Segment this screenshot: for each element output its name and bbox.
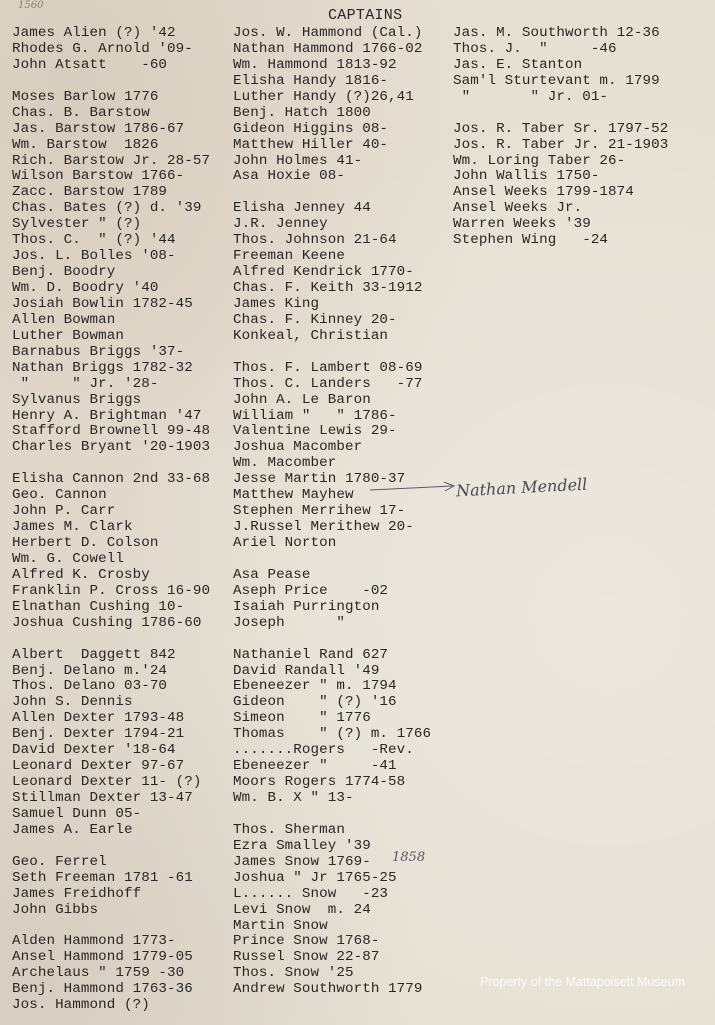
captain-entry: Jas. E. Stanton (453, 56, 583, 73)
captain-entry: John Wallis 1750- (453, 168, 600, 185)
captain-entry: Stephen Merrihew 17- (233, 503, 406, 520)
captain-entry: J.Russel Merithew 20- (233, 519, 414, 536)
captain-entry: Thos. Snow '25 (233, 965, 354, 982)
captain-entry: Joseph " (233, 614, 345, 631)
captain-entry: Elnathan Cushing 10- (12, 598, 185, 615)
captain-entry: Zacc. Barstow 1789 (12, 184, 168, 201)
captain-entry: Thomas " (?) m. 1766 (233, 726, 432, 743)
captain-entry: Archelaus " 1759 -30 (12, 965, 185, 982)
captain-entry: Chas. F. Kinney 20- (233, 311, 397, 328)
captain-entry: .......Rogers -Rev. (233, 742, 414, 759)
captain-entry: John S. Dennis (12, 694, 133, 711)
captain-entry: Benj. Boodry (12, 264, 116, 281)
captain-entry: John Gibbs (12, 901, 99, 918)
captain-entry: Wm. G. Cowell (12, 550, 124, 567)
captain-entry: Wm. D. Boodry '40 (12, 280, 159, 296)
captain-entry: Elisha Jenney 44 (233, 200, 371, 217)
captain-entry: Simeon " 1776 (233, 710, 371, 727)
captain-entry: Leonard Dexter 97-67 (12, 758, 185, 775)
captain-entry: Chas. Bates (?) d. '39 (12, 200, 202, 217)
captain-entry: Sam'l Sturtevant m. 1799 (453, 72, 660, 89)
captain-entry: Rhodes G. Arnold '09- (12, 40, 193, 57)
blank-line (233, 345, 431, 361)
captain-entry: Wm. Barstow 1826 (12, 136, 159, 153)
captain-entry: Jos. R. Taber Sr. 1797-52 (453, 120, 669, 137)
blank-line (12, 919, 210, 935)
captain-entry: Herbert D. Colson (12, 535, 159, 551)
captain-entry: John Atsatt -60 (12, 56, 168, 73)
captain-entry: Wilson Barstow 1766- (12, 168, 185, 185)
captain-entry: J.R. Jenney (233, 216, 328, 233)
captain-entry: Gideon " (?) '16 (233, 694, 397, 711)
captain-entry: Luther Handy (?)26,41 (233, 88, 414, 105)
captain-entry: Elisha Cannon 2nd 33-68 (12, 471, 211, 488)
captain-entry: John Holmes 41- (233, 152, 363, 169)
page-title: CAPTAINS (328, 7, 403, 24)
captain-entry: Thos. Johnson 21-64 (233, 232, 397, 249)
captain-entry: David Dexter '18-64 (12, 742, 176, 759)
captain-entry: Ansel Hammond 1779-05 (12, 949, 193, 966)
captain-entry: Seth Freeman 1781 -61 (12, 869, 193, 886)
captain-entry: Valentine Lewis 29- (233, 423, 397, 440)
captain-entry: Chas. F. Keith 33-1912 (233, 280, 423, 296)
captain-entry: Henry A. Brightman '47 (12, 407, 202, 424)
captain-entry: Thos. C. Landers -77 (233, 375, 423, 392)
captain-entry: Nathan Hammond 1766-02 (233, 40, 423, 57)
captain-entry: Konkeal, Christian (233, 327, 389, 344)
captain-entry: Jesse Martin 1780-37 (233, 471, 406, 488)
captain-entry: Ariel Norton (233, 535, 337, 551)
captain-entry: Jos. R. Taber Jr. 21-1903 (453, 136, 669, 153)
captain-entry: Wm. Loring Taber 26- (453, 152, 626, 169)
captain-entry: Franklin P. Cross 16-90 (12, 582, 211, 599)
captain-entry: Andrew Southworth 1779 (233, 981, 423, 998)
captain-entry: William " " 1786- (233, 407, 397, 424)
captain-entry: Russel Snow 22-87 (233, 949, 380, 966)
handwritten-year: 1858 (392, 850, 426, 865)
captain-entry: James King (233, 295, 320, 312)
captain-entry: Josiah Bowlin 1782-45 (12, 295, 193, 312)
blank-line (12, 456, 210, 472)
captain-entry: Luther Bowman (12, 327, 124, 344)
captain-entry: James M. Clark (12, 519, 133, 536)
captain-entry: James Freidhoff (12, 885, 142, 902)
blank-line (233, 807, 431, 823)
blank-line (12, 839, 210, 855)
captain-entry: Gideon Higgins 08- (233, 120, 389, 137)
captain-entry: Benj. Hammond 1763-36 (12, 981, 193, 998)
captain-entry: Samuel Dunn 05- (12, 805, 142, 822)
captain-entry: Levi Snow m. 24 (233, 901, 371, 918)
handwritten-note: Nathan Mendell (455, 474, 588, 501)
captain-entry: Alfred K. Crosby (12, 566, 150, 583)
captain-entry: Charles Bryant '20-1903 (12, 439, 211, 456)
captain-entry: John P. Carr (12, 503, 116, 520)
captain-entry: Wm. Hammond 1813-92 (233, 56, 397, 73)
blank-line (12, 74, 210, 90)
captain-entry: Wm. B. X " 13- (233, 790, 354, 806)
captain-entry: Ebeneezer " -41 (233, 758, 397, 775)
captain-entry: James Alien (?) '42 (12, 25, 176, 41)
captain-entry: Jas. Barstow 1786-67 (12, 120, 185, 137)
captain-entry: Thos. C. " (?) '44 (12, 232, 176, 249)
blank-line (233, 185, 431, 201)
captain-entry: Joshua Cushing 1786-60 (12, 614, 202, 631)
captain-entry: Moors Rogers 1774-58 (233, 774, 406, 791)
column-right (453, 26, 668, 249)
captain-entry: L...... Snow -23 (233, 885, 389, 902)
captain-entry: Geo. Cannon (12, 487, 107, 504)
captain-entry: James Snow 1769- (233, 853, 371, 870)
blank-line (12, 632, 210, 648)
museum-watermark: Property of the Mattapoisett Museum (480, 975, 685, 989)
captain-entry: Thos. Delano 03-70 (12, 678, 168, 695)
captain-entry: Stillman Dexter 13-47 (12, 790, 193, 806)
captain-entry: Jos. W. Hammond (Cal.) (233, 25, 423, 41)
captain-entry: Asa Pease (233, 566, 311, 583)
captain-entry: Thos. F. Lambert 08-69 (233, 359, 423, 376)
captain-entry: Sylvester " (?) (12, 216, 142, 233)
captain-entry: James A. Earle (12, 821, 133, 838)
captain-entry: Allen Bowman (12, 311, 116, 328)
captain-entry: Asa Hoxie 08- (233, 168, 345, 185)
captain-entry: Chas. B. Barstow (12, 104, 150, 121)
captain-entry: Benj. Hatch 1800 (233, 104, 371, 121)
captain-entry: Jos. Hammond (?) (12, 997, 150, 1014)
captain-entry: Joshua Macomber (233, 439, 363, 456)
captain-entry: Albert Daggett 842 (12, 646, 176, 663)
captain-entry: Geo. Ferrel (12, 853, 107, 870)
captain-entry: Wm. Macomber (233, 455, 337, 472)
captain-entry: Matthew Hiller 40- (233, 136, 389, 153)
captain-entry: John A. Le Baron (233, 391, 371, 408)
captain-entry: Stephen Wing -24 (453, 232, 609, 249)
column-left (12, 26, 210, 1014)
captain-entry: Nathaniel Rand 627 (233, 646, 389, 663)
captain-entry: Thos. Sherman (233, 821, 345, 838)
captain-entry: Rich. Barstow Jr. 28-57 (12, 152, 211, 169)
handwritten-arrow-icon (370, 482, 460, 494)
captain-entry: David Randall '49 (233, 662, 380, 679)
captain-entry: Thos. J. " -46 (453, 40, 617, 57)
captain-entry: Isaiah Purrington (233, 598, 380, 615)
blank-line (453, 106, 668, 122)
blank-line (233, 552, 431, 568)
captain-entry: Moses Barlow 1776 (12, 88, 159, 105)
captain-entry: Benj. Delano m.'24 (12, 662, 168, 679)
captain-entry: Alden Hammond 1773- (12, 933, 176, 950)
captain-entry: Prince Snow 1768- (233, 933, 380, 950)
captain-entry: Joshua " Jr 1765-25 (233, 869, 397, 886)
captain-entry: Matthew Mayhew (233, 487, 354, 504)
captain-entry: Aseph Price -02 (233, 582, 389, 599)
corner-pencil-mark: 1560 (18, 0, 44, 11)
captain-entry: Elisha Handy 1816- (233, 72, 389, 89)
captain-entry: Ebeneezer " m. 1794 (233, 678, 397, 695)
captain-entry: Nathan Briggs 1782-32 (12, 359, 193, 376)
captain-entry: Benj. Dexter 1794-21 (12, 726, 185, 743)
captain-entry: " " Jr. 01- (453, 88, 609, 105)
captain-entry: Alfred Kendrick 1770- (233, 264, 414, 281)
captain-entry: Ansel Weeks 1799-1874 (453, 184, 634, 201)
captain-entry: Ansel Weeks Jr. (453, 200, 583, 217)
captain-entry: Allen Dexter 1793-48 (12, 710, 185, 727)
captain-entry: Barnabus Briggs '37- (12, 343, 185, 360)
blank-line (233, 632, 431, 648)
captain-entry: " " Jr. '28- (12, 375, 159, 392)
captain-entry: Martin Snow (233, 917, 328, 934)
captain-entry: Jas. M. Southworth 12-36 (453, 25, 660, 41)
captain-entry: Warren Weeks '39 (453, 216, 591, 233)
captain-entry: Leonard Dexter 11- (?) (12, 774, 202, 791)
captain-entry: Stafford Brownell 99-48 (12, 423, 211, 440)
captain-entry: Ezra Smalley '39 (233, 837, 371, 854)
captain-entry: Jos. L. Bolles '08- (12, 248, 176, 265)
captain-entry: Freeman Keene (233, 248, 345, 265)
captain-entry: Sylvanus Briggs (12, 391, 142, 408)
